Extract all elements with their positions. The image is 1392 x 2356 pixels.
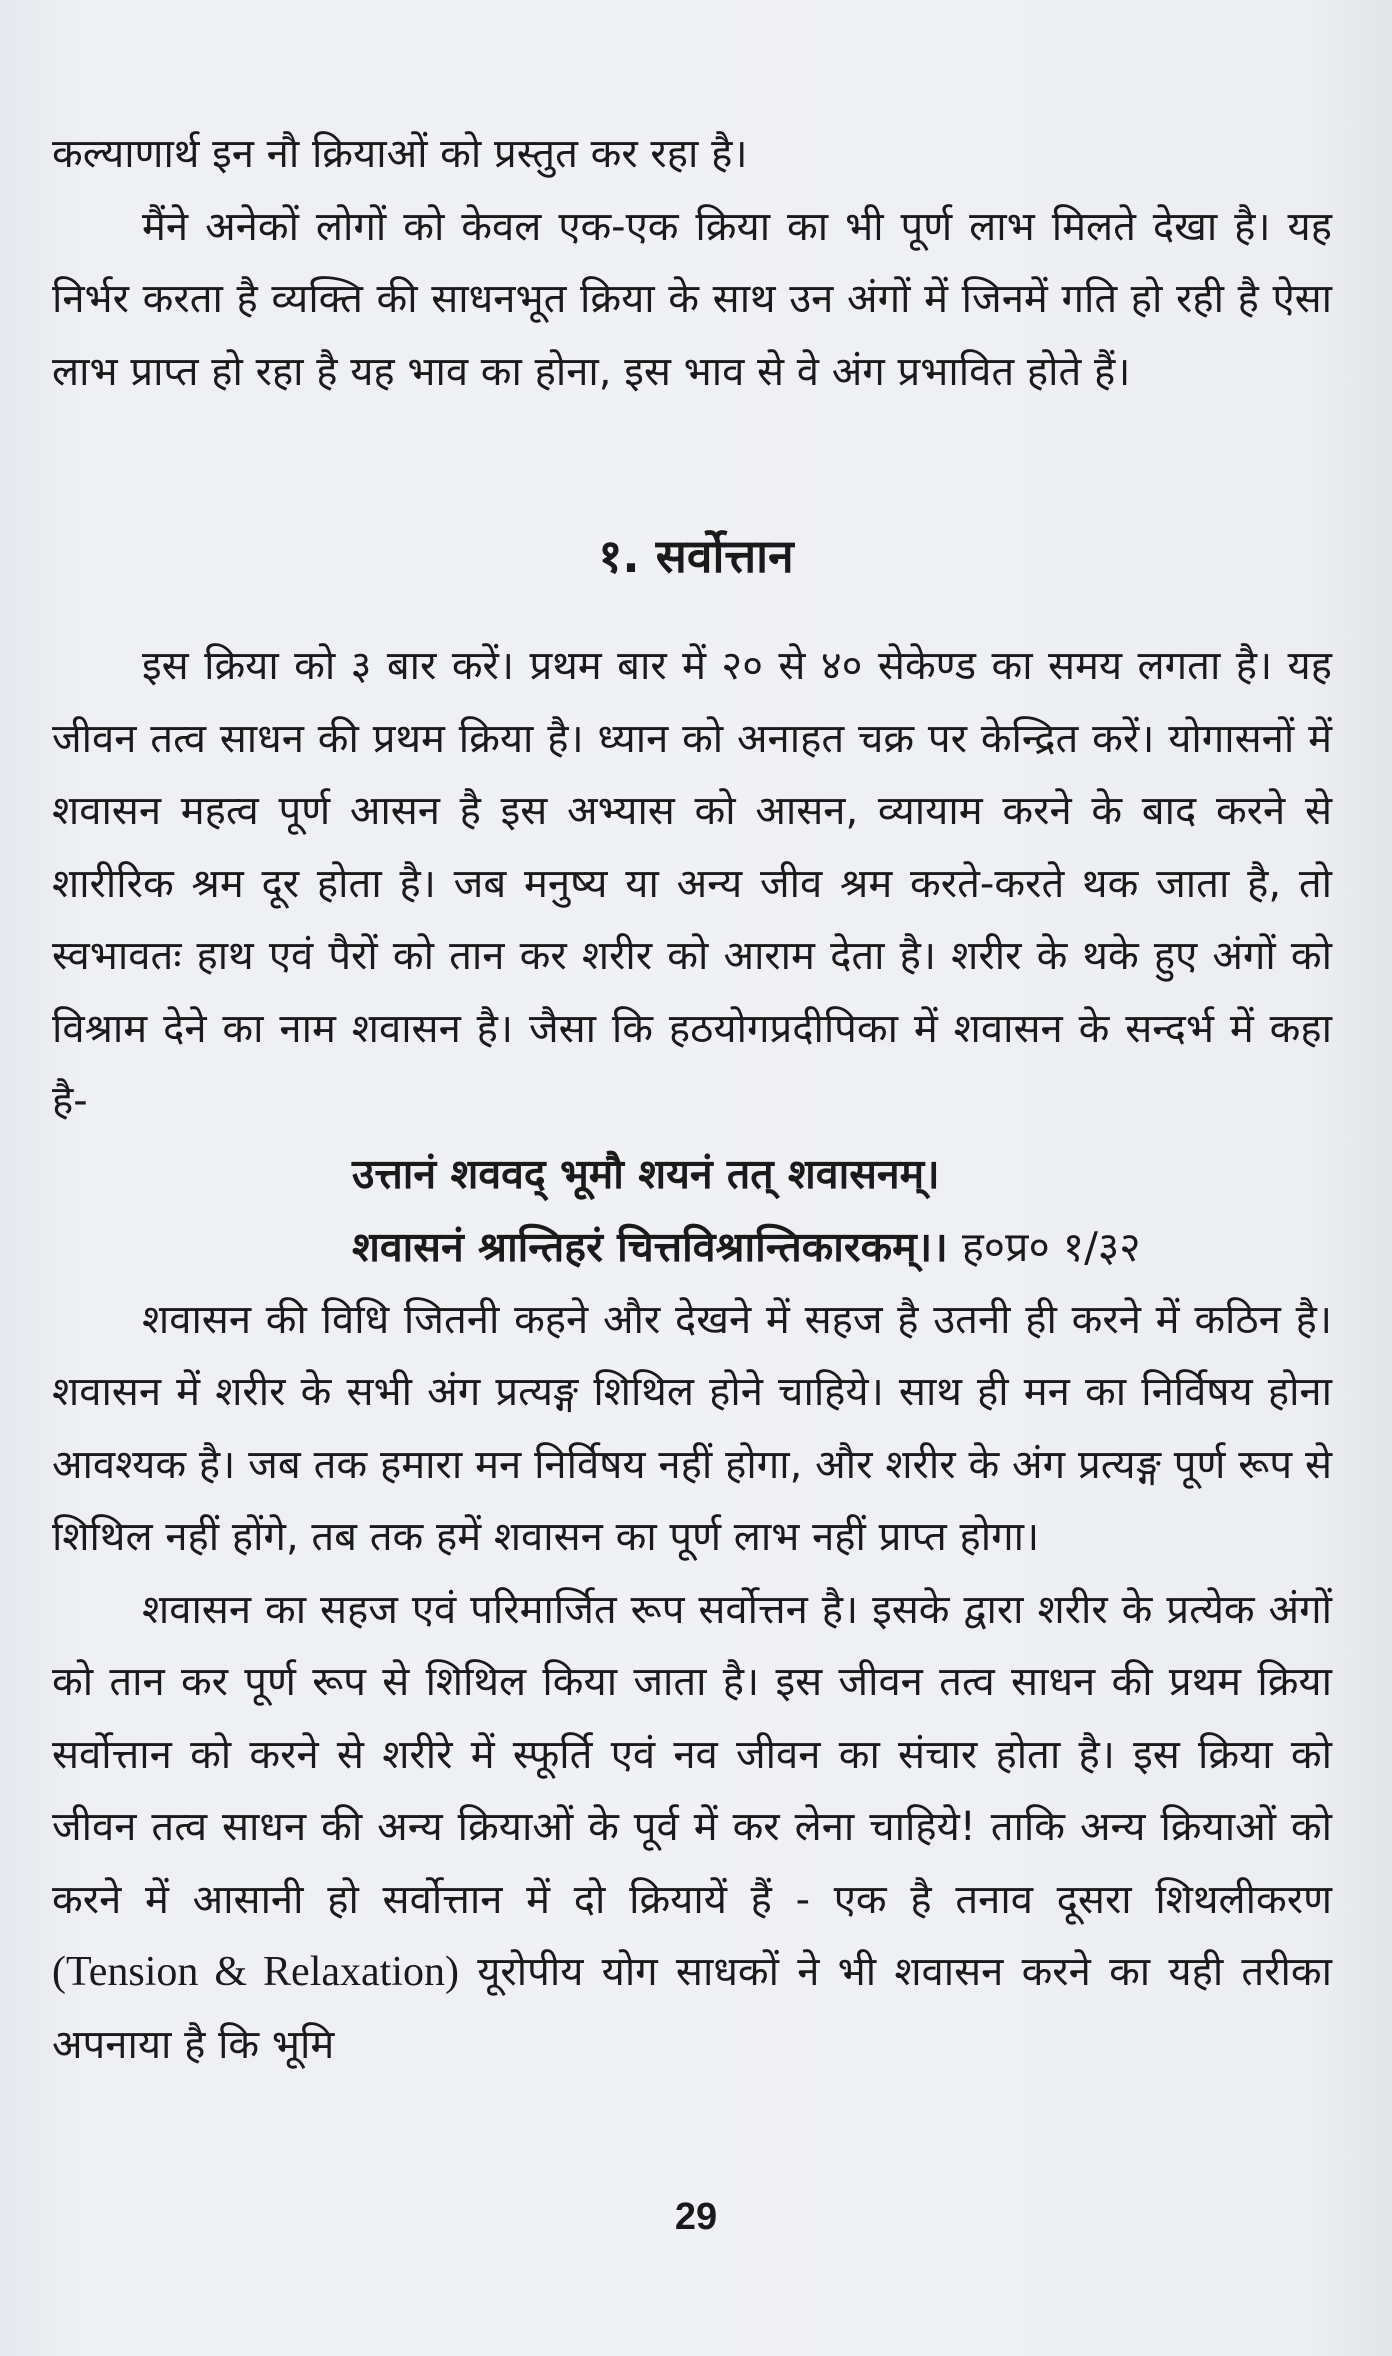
verse-line-2 bbox=[52, 1211, 1332, 1284]
paragraph-shavasana-method: शवासन की विधि जितनी कहने और देखने में सहज है उतनी ही करने में कठिन है। शवासन में शरीर के सभी अंग प्रत्यङ्ग शिथिल होने चाहिये। साथ ही मन का निर्विषय होना आवश्यक है। जब तक हमारा मन निर्विषय नहीं होगा, और शरीर के अंग प्रत्यङ्ग पूर्ण रूप से शिथिल नहीं होंगे, तब तक हमें शवासन का पूर्ण लाभ नहीं प्राप्त होगा। bbox=[52, 1296, 1332, 1560]
paragraph-observation: मैंने अनेकों लोगों को केवल एक-एक क्रिया का भी पूर्ण लाभ मिलते देखा है। यह निर्भर करता है व्यक्ति की साधनभूत क्रिया के साथ उन अंगों में जिनमें गति हो रही है ऐसा लाभ प्राप्त हो रहा है यह भाव का होना, इस भाव से वे अंग प्रभावित होते हैं। bbox=[52, 203, 1332, 395]
paragraph-continuation: कल्याणार्थ इन नौ क्रियाओं को प्रस्तुत कर रहा है। bbox=[52, 131, 748, 177]
verse-line-2-text: शवासनं श्रान्तिहरं चित्तविश्रान्तिकारकम्।। bbox=[352, 1222, 948, 1271]
section-heading: १. सर्वोत्तान bbox=[598, 529, 794, 583]
paragraph-kriya-intro: इस क्रिया को ३ बार करें। प्रथम बार में २० से ४० सेकेण्ड का समय लगता है। यह जीवन तत्व साधन की प्रथम क्रिया है। ध्यान को अनाहत चक्र पर केन्द्रित करें। योगासनों में शवासन महत्व पूर्ण आसन है इस अभ्यास को आसन, व्यायाम करने के बाद करने से शारीरिक श्रम दूर होता है। जब मनुष्य या अन्य जीव श्रम करते-करते थक जाता है, तो स्वभावतः हाथ एवं पैरों को तान कर शरीर को आराम देता है। शरीर के थके हुए अंगों को विश्राम देने का नाम शवासन है। जैसा कि हठयोगप्रदीपिका में शवासन के सन्दर्भ में कहा है- bbox=[52, 643, 1332, 1124]
page-number: 29 bbox=[674, 2196, 718, 2238]
section-body bbox=[52, 630, 1332, 2081]
paragraph-sarvottan-text: शवासन का सहज एवं परिमार्जित रूप सर्वोत्तन है। इसके द्वारा शरीर के प्रत्येक अंगों को तान कर पूर्ण रूप से शिथिल किया जाता है। इस जीवन तत्व साधन की प्रथम क्रिया सर्वोत्तान को करने से शरीरे में स्फूर्ति एवं नव जीवन का संचार होता है। इस क्रिया को जीवन तत्व साधन की अन्य क्रियाओं के पूर्व में कर लेना चाहिये! ताकि अन्य क्रियाओं को करने में आसानी हो सर्वोत्तान में दो क्रियायें हैं - एक है तनाव दूसरा शिथलीकरण bbox=[52, 1586, 1332, 1923]
verse-reference: ह०प्र० १/३२ bbox=[962, 1222, 1141, 1271]
opening-text bbox=[52, 118, 1332, 408]
english-term: (Tension & Relaxation) bbox=[52, 1949, 459, 1995]
paragraph-sarvottan bbox=[52, 1574, 1332, 2082]
verse-line-1: उत्तानं शववद् भूमौ शयनं तत् शवासनम्। bbox=[352, 1149, 940, 1198]
paragraph-sarvottan-continuation: यूरोपीय योग साधकों ने भी शवासन करने का यही तरीका अपनाया है कि भूमि bbox=[52, 1949, 1332, 2068]
